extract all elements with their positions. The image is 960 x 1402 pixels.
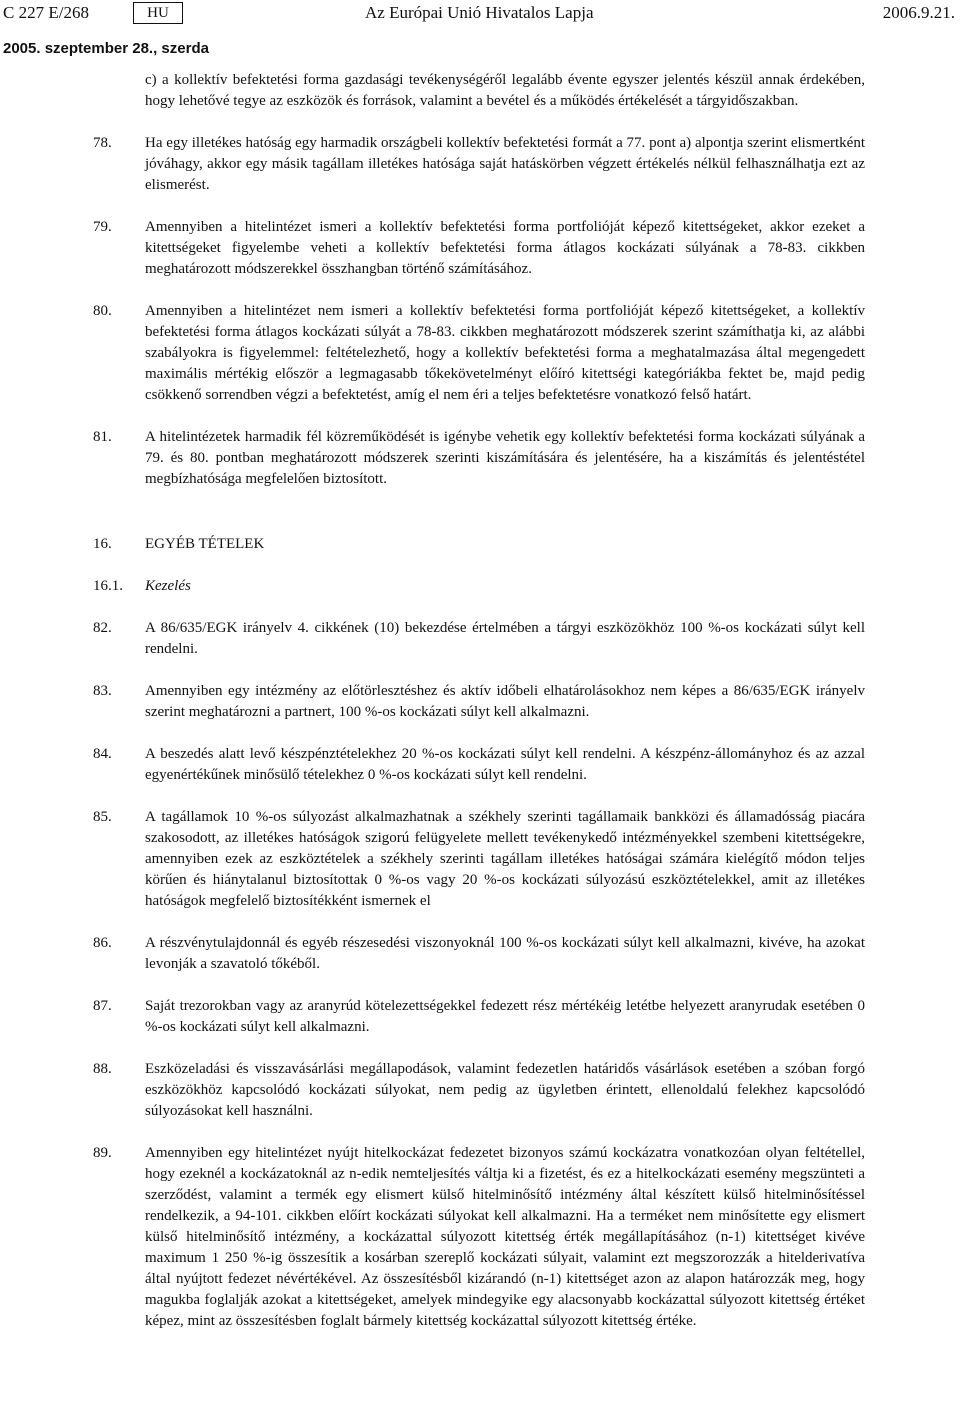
sub-item-text: c) a kollektív befektetési forma gazdasági tevékenységéről legalább évente egyszer jelentés készül annak érdekében, hogy lehetővé tegye az eszközök és források, valamint a bevétel és a működés értékelését a tárgyidőszakban. bbox=[145, 72, 865, 109]
section-title: EGYÉB TÉTELEK bbox=[145, 536, 265, 552]
session-date: 2005. szeptember 28., szerda bbox=[3, 40, 209, 57]
item-text: A hitelintézetek harmadik fél közreműködését is igénybe vehetik egy kollektív befektetési forma kockázati súlyának a 79. és 80. pontban meghatározott módszerek szerinti kiszámítására és jelentésére, ha a kiszámítás és jelentéstétel megbízhatósága megfelelően biztosított. bbox=[145, 429, 865, 487]
numbered-item bbox=[93, 1059, 865, 1122]
item-number: 78. bbox=[93, 135, 112, 151]
item-text: Ha egy illetékes hatóság egy harmadik országbeli kollektív befektetési formát a 77. pont a) alpontja szerint elismertként jóváhagy, akkor egy másik tagállam illetékes hatósága saját hatáskörben végzett értékelés nélkül felhasználhatja ezt az elismerést. bbox=[145, 135, 865, 193]
item-text: Eszközeladási és visszavásárlási megállapodások, valamint fedezetlen határidős vásárlások esetében a szóban forgó eszközökhöz kapcsolódó kockázati súlyokat, nem pedig az ügyletben érintett, ellenoldalú felekhez kapcsolódó súlyozásokat kell használni. bbox=[145, 1061, 865, 1119]
numbered-item bbox=[93, 996, 865, 1038]
subsection-title: Kezelés bbox=[145, 578, 191, 594]
publication-date: 2006.9.21. bbox=[882, 3, 955, 22]
item-text: A tagállamok 10 %-os súlyozást alkalmazhatnak a székhely szerinti tagállamaik bankközi és államadósság piacára szakosodott, az illetékes hatóságok szigorú felügyelete mellett tevékenykedő intézményekkel szembeni kitettségekre, amennyiben ezek az eszköztételek a székhely szerinti tagállam illetékes hatóságai számára kielégítő módon teljes körűen és hiánytalanul biztosítottak 0 %-os vagy 20 %-os kockázati súlyozású eszköztételekkel, amit az illetékes hatóságok megfelelő biztosítékként ismernek el bbox=[145, 809, 865, 909]
item-text: Amennyiben egy hitelintézet nyújt hitelkockázat fedezetet bizonyos számú kockázatra vonatkozóan olyan feltétellel, hogy ezeknél a kockázatoknál az n-edik nemteljesítés váltja ki a fizetést, és ez a hitelkockázati esemény megszünteti a szerződést, valamint a termék egy elismert külső hitelminősítő intézmény által készített külső hitelminősítéssel rendelkezik, a 94-101. cikkben előírt kockázati súlyokat kell alkalmazni. Ha a terméket nem minősítette egy elismert külső hitelminősítő intézmény, a kockázattal súlyozott kitettség érték megállapításához (n-1) kitettséget kivéve maximum 1 250 %-ig összesítik a kosárban szereplő kockázati súlyait, valamint ezt megszorozzák a hitelderivatíva által nyújtott fedezet névértékével. Az összesítésből kizárandó (n-1) kitettséget azon az alapon határozzák meg, hogy magukba foglalják azokat a kitettségeket, amelyek mindegyike egy alacsonyabb kockázattal súlyozott kitettség értéket képez, mint az összesítésben foglalt bármely kitettség kockázattal súlyozott kitettség értéke. bbox=[145, 1145, 865, 1329]
subsection-heading bbox=[93, 576, 865, 597]
numbered-item bbox=[93, 744, 865, 786]
numbered-item bbox=[93, 133, 865, 196]
numbered-item bbox=[93, 933, 865, 975]
items-list-a bbox=[93, 133, 865, 490]
page-reference: C 227 E/268 bbox=[3, 3, 89, 22]
item-text: A beszedés alatt levő készpénztételekhez 20 %-os kockázati súlyt kell rendelni. A készpénz-állományhoz és az azzal egyenértékűnek minősülő tételekhez 0 %-os kockázati súlyt kell rendelni. bbox=[145, 746, 865, 783]
item-number: 83. bbox=[93, 683, 112, 699]
numbered-item bbox=[93, 807, 865, 912]
numbered-item bbox=[93, 681, 865, 723]
numbered-item bbox=[93, 1143, 865, 1332]
items-list-b bbox=[93, 618, 865, 1332]
sub-item-c bbox=[93, 70, 865, 112]
item-text: Saját trezorokban vagy az aranyrúd kötelezettségekkel fedezett rész mértékéig letétbe helyezett aranyrudak esetében 0 %-os kockázati súlyt kell alkalmazni. bbox=[145, 998, 865, 1035]
item-number: 82. bbox=[93, 620, 112, 636]
item-number: 84. bbox=[93, 746, 112, 762]
item-number: 79. bbox=[93, 219, 112, 235]
numbered-item bbox=[93, 301, 865, 406]
document-body bbox=[93, 70, 865, 1353]
section-number: 16. bbox=[93, 536, 112, 552]
item-text: A 86/635/EGK irányelv 4. cikkének (10) bekezdése értelmében a tárgyi eszközökhöz 100 %-os kockázati súlyt kell rendelni. bbox=[145, 620, 865, 657]
item-number: 89. bbox=[93, 1145, 112, 1161]
item-number: 86. bbox=[93, 935, 112, 951]
journal-title: Az Európai Unió Hivatalos Lapja bbox=[365, 3, 594, 22]
item-number: 88. bbox=[93, 1061, 112, 1077]
item-text: Amennyiben a hitelintézet ismeri a kollektív befektetési forma portfolióját képező kitettségeket, akkor ezeket a kitettségeket figyelembe veheti a kollektív befektetési forma átlagos kockázati súlyának a 78-83. cikkben meghatározott módszerekkel összhangban történő számításához. bbox=[145, 219, 865, 277]
subsection-number: 16.1. bbox=[93, 578, 123, 594]
numbered-item bbox=[93, 217, 865, 280]
numbered-item bbox=[93, 427, 865, 490]
item-text: Amennyiben a hitelintézet nem ismeri a kollektív befektetési forma portfolióját képező kitettségeket, a kollektív befektetési forma átlagos kockázati súlyát a 78-83. cikkben meghatározott módszerek szerint számíthatja ki, az alábbi szabályokra is figyelemmel: feltételezhető, hogy a kollektív befektetési forma a meghatalmazása által megengedett maximális mértékig először a legmagasabb tőkekövetelményt előíró kitettségi kategóriákba fektet be, majd pedig csökkenő sorrendben végzi a befektetést, amíg el nem éri a teljes befektetésre vonatkozó felső határt. bbox=[145, 303, 865, 403]
numbered-item bbox=[93, 618, 865, 660]
language-box: HU bbox=[133, 2, 183, 24]
item-number: 80. bbox=[93, 303, 112, 319]
page-header bbox=[0, 0, 960, 28]
item-text: Amennyiben egy intézmény az előtörlesztéshez és aktív időbeli elhatárolásokhoz nem képes a 86/635/EGK irányelv szerint meghatározni a partnert, 100 %-os kockázati súlyt kell alkalmazni. bbox=[145, 683, 865, 720]
item-text: A részvénytulajdonnál és egyéb részesedési viszonyoknál 100 %-os kockázati súlyt kell alkalmazni, kivéve, ha azokat levonják a szavatoló tőkéből. bbox=[145, 935, 865, 972]
item-number: 85. bbox=[93, 809, 112, 825]
item-number: 87. bbox=[93, 998, 112, 1014]
item-number: 81. bbox=[93, 429, 112, 445]
section-heading bbox=[93, 534, 865, 555]
